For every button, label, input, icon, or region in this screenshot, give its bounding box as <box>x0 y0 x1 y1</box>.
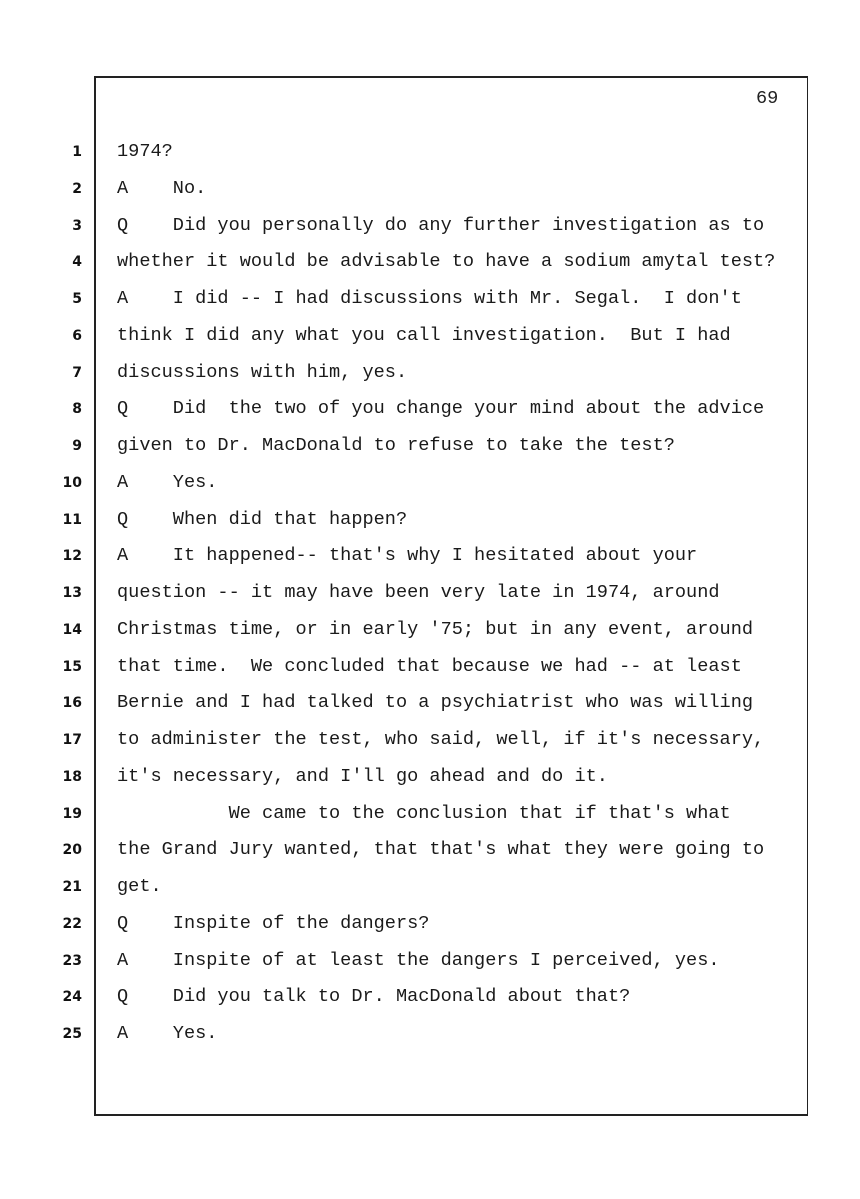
transcript-line: Q Did you talk to Dr. MacDonald about that? <box>117 986 631 1008</box>
line-number: 22 <box>62 915 82 932</box>
line-number: 4 <box>72 254 82 271</box>
line-number: 7 <box>72 364 82 381</box>
line-number: 17 <box>62 732 82 748</box>
line-number: 9 <box>72 438 82 454</box>
line-number: 11 <box>62 511 82 528</box>
transcript-line: 1974? <box>117 141 173 162</box>
transcript-line: We came to the conclusion that if that's what <box>117 802 731 824</box>
transcript-line: A I did -- I had discussions with Mr. Segal. I don't <box>117 288 742 309</box>
transcript-line: to administer the test, who said, well, if it's necessary, <box>117 729 765 750</box>
transcript-line: A Inspite of at least the dangers I perceived, yes. <box>117 949 720 971</box>
line-number: 20 <box>62 842 82 859</box>
line-number: 25 <box>62 1026 82 1042</box>
line-number: 2 <box>72 180 82 197</box>
line-number: 1 <box>72 144 82 160</box>
line-number: 3 <box>72 217 82 234</box>
transcript-line: Q When did that happen? <box>117 508 408 530</box>
transcript-line: Q Did you personally do any further investigation as to <box>117 214 765 236</box>
transcript-line: Q Did the two of you change your mind about the advice <box>117 398 765 420</box>
line-number: 24 <box>62 989 82 1006</box>
line-number: 23 <box>62 952 82 969</box>
line-number: 19 <box>62 805 82 822</box>
transcript-line: think I did any what you call investigation. But I had <box>117 324 731 346</box>
line-number: 15 <box>62 658 82 675</box>
transcript-line: A Yes. <box>117 471 218 493</box>
transcript-line: discussions with him, yes. <box>117 361 408 383</box>
line-number: 5 <box>72 291 82 307</box>
transcript-line: Bernie and I had talked to a psychiatrist who was willing <box>117 692 754 714</box>
transcript-line: Q Inspite of the dangers? <box>117 912 430 934</box>
line-number: 12 <box>62 548 82 565</box>
transcript-line: question -- it may have been very late in 1974, around <box>117 582 720 603</box>
transcript-line: get. <box>117 876 162 897</box>
transcript-line: A No. <box>117 177 207 199</box>
line-number: 14 <box>62 621 82 638</box>
transcript-line: A Yes. <box>117 1023 218 1044</box>
page-number: 69 <box>756 88 779 109</box>
line-number: 8 <box>72 401 82 418</box>
transcript-line: it's necessary, and I'll go ahead and do it. <box>117 765 608 787</box>
transcript-line: Christmas time, or in early '75; but in any event, around <box>117 618 754 640</box>
line-number: 16 <box>62 695 82 712</box>
line-number: 18 <box>62 768 82 785</box>
line-number: 21 <box>62 879 82 895</box>
line-number: 10 <box>62 474 82 491</box>
transcript-line: that time. We concluded that because we had -- at least <box>117 655 742 677</box>
transcript-line: the Grand Jury wanted, that that's what they were going to <box>117 839 765 861</box>
line-number: 6 <box>72 327 82 344</box>
line-number: 13 <box>62 585 82 601</box>
transcript-line: A It happened-- that's why I hesitated about your <box>117 545 698 567</box>
transcript-line: whether it would be advisable to have a sodium amytal test? <box>117 251 776 273</box>
transcript-line: given to Dr. MacDonald to refuse to take the test? <box>117 435 675 456</box>
